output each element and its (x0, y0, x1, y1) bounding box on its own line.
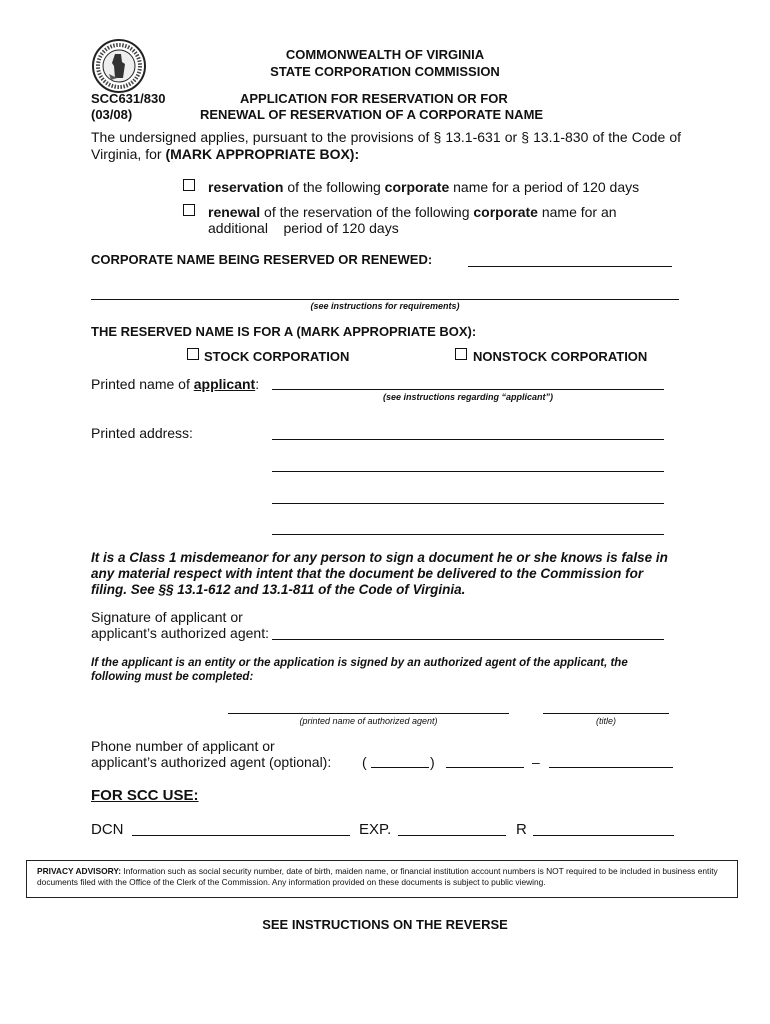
phone-close-paren: ) (430, 754, 435, 770)
corporate-name-label: CORPORATE NAME BEING RESERVED OR RENEWED: (91, 252, 433, 267)
intro-text: The undersigned applies, pursuant to the provisions of § 13.1-631 or § 13.1-830 of the Code of Virginia, for (91, 129, 681, 162)
phone-prefix-field[interactable] (446, 767, 524, 768)
phone-open-paren: ( (362, 754, 367, 770)
phone-label-line-1: Phone number of applicant or (91, 738, 275, 754)
address-field-line-1[interactable] (272, 439, 664, 440)
header-line-2: STATE CORPORATION COMMISSION (270, 64, 500, 79)
address-field-line-3[interactable] (272, 503, 664, 504)
renewal-checkbox[interactable] (183, 204, 195, 216)
phone-number-field[interactable] (549, 767, 673, 768)
entity-note: If the applicant is an entity or the application is signed by an authorized agent of the applicant, the following must be completed: (91, 657, 628, 683)
renewal-option-line-2: additional period of 120 days (208, 220, 399, 236)
exp-label: EXP. (359, 821, 392, 838)
signature-label-line-2: applicant’s authorized agent: (91, 625, 269, 641)
form-title-line-1: APPLICATION FOR RESERVATION OR FOR (240, 91, 508, 106)
exp-field[interactable] (398, 835, 506, 836)
r-label: R (516, 821, 527, 838)
renewal-option-text: renewal of the reservation of the following corporate name for an (208, 204, 617, 220)
phone-label-line-2: applicant’s authorized agent (optional): (91, 754, 332, 770)
corporate-name-note: (see instructions for requirements) (310, 301, 460, 311)
applicant-label: Printed name of applicant: (91, 376, 260, 392)
applicant-note: (see instructions regarding “applicant”) (382, 392, 554, 402)
corporate-name-field[interactable] (468, 266, 672, 267)
agent-name-caption: (printed name of authorized agent) (299, 716, 438, 726)
header-line-1: COMMONWEALTH OF VIRGINIA (285, 47, 485, 62)
scc-use-heading: FOR SCC USE: (91, 787, 199, 804)
dcn-field[interactable] (132, 835, 350, 836)
form-date: (03/08) (91, 107, 133, 122)
reservation-option-text: reservation of the following corporate name for a period of 120 days (208, 179, 640, 195)
footer-instructions: SEE INSTRUCTIONS ON THE REVERSE (262, 917, 508, 932)
reservation-checkbox[interactable] (183, 179, 195, 191)
agent-name-field[interactable] (228, 713, 509, 714)
r-field[interactable] (533, 835, 674, 836)
signature-field[interactable] (272, 639, 664, 640)
dcn-label: DCN (91, 821, 124, 838)
applicant-name-field[interactable] (272, 389, 664, 390)
privacy-advisory-box (26, 860, 738, 898)
signature-label-line-1: Signature of applicant or (91, 609, 243, 625)
form-title-line-2: RENEWAL OF RESERVATION OF A CORPORATE NAME (200, 107, 544, 122)
intro-mark-box: (MARK APPROPRIATE BOX): (165, 146, 360, 162)
reserved-for-label: THE RESERVED NAME IS FOR A (MARK APPROPRIATE BOX): (91, 324, 477, 339)
nonstock-corporation-label: NONSTOCK CORPORATION (473, 349, 648, 364)
phone-dash: – (532, 754, 540, 770)
agent-title-caption: (title) (596, 716, 616, 726)
corporate-name-field-line-2[interactable] (91, 299, 679, 300)
address-field-line-2[interactable] (272, 471, 664, 472)
phone-area-code-field[interactable] (371, 767, 429, 768)
intro-paragraph (91, 129, 681, 163)
privacy-advisory-text: Information such as social security number, date of birth, maiden name, or financial institution account numbers is NOT required to be included in business entity documents filed with the Office of the Clerk of the Commission. Any information provided on these documents is subject to public viewing. (37, 866, 718, 887)
agent-title-field[interactable] (543, 713, 669, 714)
stock-corporation-label: STOCK CORPORATION (204, 349, 350, 364)
misdemeanor-warning: It is a Class 1 misdemeanor for any person to sign a document he or she knows is false in any material respect with intent that the document be delivered to the Commission for filing. See §§ 13.1-612 and 13.1-811 of the Code of Virginia. (91, 550, 668, 597)
nonstock-corporation-checkbox[interactable] (455, 348, 467, 360)
stock-corporation-checkbox[interactable] (187, 348, 199, 360)
address-label: Printed address: (91, 425, 193, 441)
address-field-line-4[interactable] (272, 534, 664, 535)
form-number: SCC631/830 (91, 91, 166, 106)
privacy-advisory-label: PRIVACY ADVISORY: (37, 866, 122, 876)
